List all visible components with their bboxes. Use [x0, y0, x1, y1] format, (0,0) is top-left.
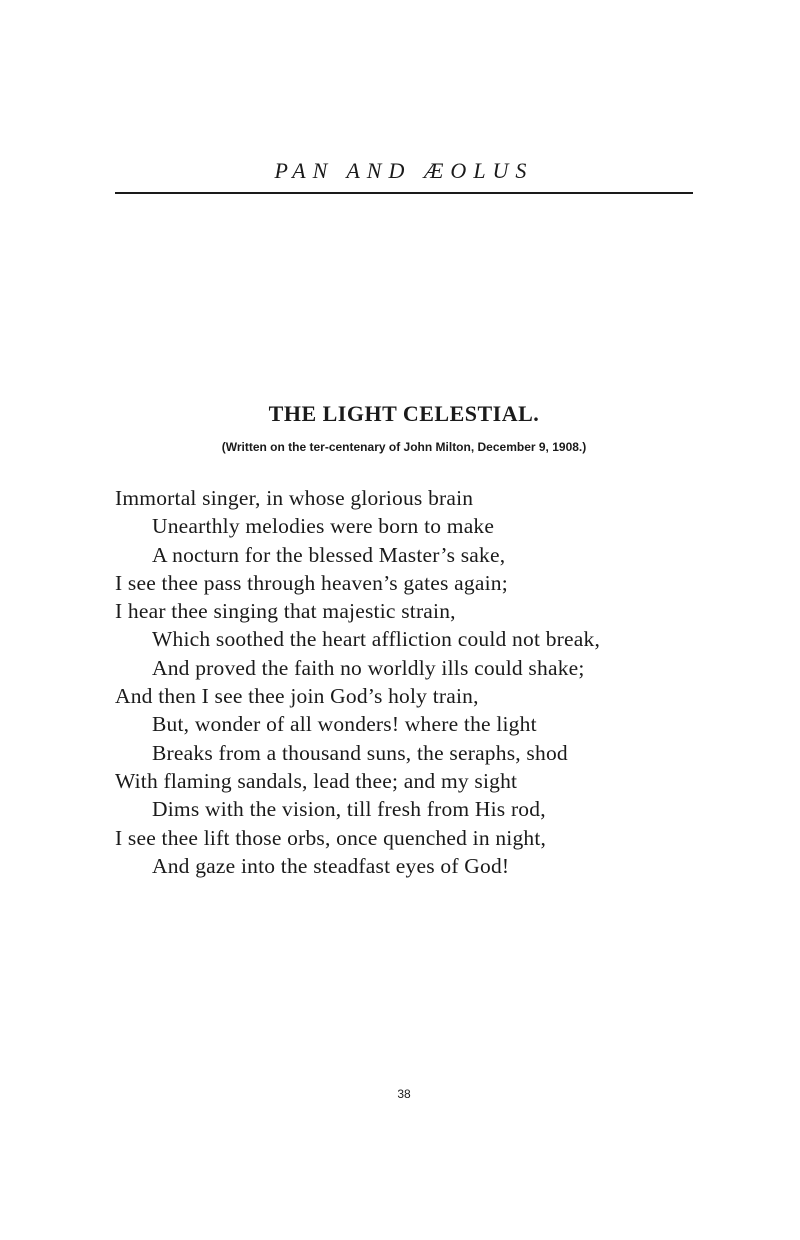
running-head: PAN AND ÆOLUS	[274, 158, 534, 183]
poem-line: Dims with the vision, till fresh from His rod,	[152, 797, 546, 822]
poem-line: I see thee lift those orbs, once quenched in night,	[115, 825, 547, 850]
header-rule	[115, 192, 693, 194]
poem-line: Immortal singer, in whose glorious brain	[115, 486, 474, 510]
page-number: 38	[397, 1087, 411, 1101]
poem-title: THE LIGHT CELESTIAL.	[268, 401, 540, 426]
poem-line: Breaks from a thousand suns, the seraphs, shod	[152, 740, 568, 765]
poem-line: And proved the faith no worldly ills could shake;	[152, 655, 585, 680]
poem-line: But, wonder of all wonders! where the light	[152, 712, 537, 737]
poem-line: With flaming sandals, lead thee; and my sight	[115, 768, 518, 793]
poem-line: A nocturn for the blessed Master’s sake,	[152, 542, 506, 567]
poem-line: And gaze into the steadfast eyes of God!	[152, 853, 510, 878]
poem-line: Unearthly melodies were born to make	[152, 514, 495, 539]
poem-subtitle: (Written on the ter-centenary of John Milton, December 9, 1908.)	[221, 440, 587, 454]
poem-line: I hear thee singing that majestic strain,	[115, 599, 456, 624]
poem-body	[115, 484, 715, 880]
poem-line: Which soothed the heart affliction could not break,	[152, 627, 601, 652]
poem-line: And then I see thee join God’s holy train,	[115, 684, 479, 709]
poem-line: I see thee pass through heaven’s gates again;	[115, 570, 508, 595]
